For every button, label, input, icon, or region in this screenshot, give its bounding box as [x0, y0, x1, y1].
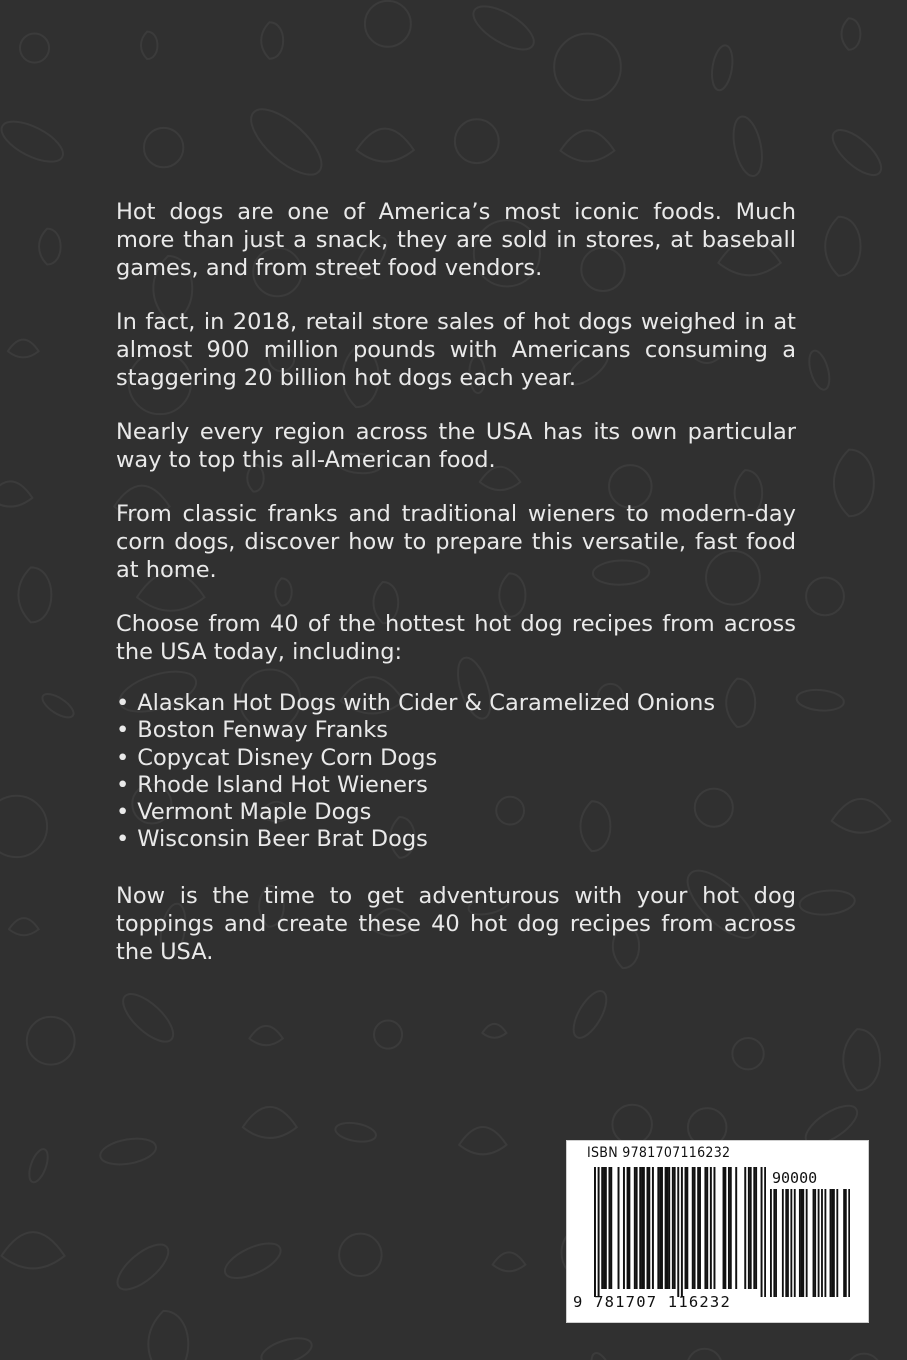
doodle-shape: [846, 1354, 881, 1360]
barcode-bar: [706, 1167, 708, 1289]
price-addon-bar: [843, 1189, 845, 1297]
barcode-bar: [634, 1167, 636, 1289]
price-addon-bar: [830, 1189, 832, 1297]
price-addon-bar: [814, 1189, 816, 1297]
doodle-shape: [358, 1355, 420, 1360]
doodle-shape: [834, 450, 874, 517]
price-addon-bar: [801, 1189, 803, 1297]
doodle-shape: [729, 114, 767, 179]
doodle-shape: [241, 98, 332, 185]
doodle-shape: [116, 986, 181, 1049]
paragraph-choose: Choose from 40 of the hottest hot dog recipes from across the USA today, including:: [116, 611, 796, 665]
barcode-bar: [594, 1167, 596, 1297]
doodle-shape: [842, 18, 861, 49]
recipe-list-item: • Vermont Maple Dogs: [116, 799, 796, 826]
doodle-shape: [258, 1333, 314, 1360]
doodle-shape: [825, 217, 860, 276]
doodle-shape: [39, 690, 77, 722]
doodle-shape: [806, 577, 844, 615]
barcode-bar: [623, 1167, 625, 1289]
barcode-bar: [648, 1167, 650, 1289]
price-addon-bar: [821, 1189, 823, 1297]
doodle-shape: [455, 119, 499, 163]
doodle-shape: [709, 44, 735, 92]
paragraph-regions: Nearly every region across the USA has its own particular way to top this all-American food.: [116, 419, 796, 473]
doodle-shape: [365, 1, 411, 47]
barcode-bar: [697, 1167, 699, 1289]
barcode-bar: [605, 1167, 607, 1289]
doodle-shape: [356, 129, 413, 162]
barcode-bar: [647, 1167, 649, 1289]
doodle-shape: [20, 33, 49, 62]
barcode-bar: [677, 1167, 679, 1297]
doodle-shape: [27, 1017, 75, 1065]
paragraph-sales: In fact, in 2018, retail store sales of hot dogs weighed in at almost 900 million pounds with Americans consuming a staggering 20 billion hot dogs each year.: [116, 309, 796, 391]
barcode-bar: [666, 1167, 668, 1289]
doodle-shape: [826, 123, 888, 183]
barcode-bar: [744, 1167, 746, 1289]
barcode-bar: [628, 1167, 630, 1289]
barcode-bar: [694, 1167, 696, 1289]
price-addon-bar: [773, 1189, 775, 1297]
barcode-bar: [764, 1167, 766, 1297]
doodle-shape: [0, 796, 47, 857]
price-addon-bar: [831, 1189, 833, 1297]
barcode-bar: [713, 1167, 715, 1289]
paragraph-intro: Hot dogs are one of America’s most iconic foods. Much more than just a snack, they are sold in stores, at baseball games, and from street food vendors.: [116, 199, 796, 281]
price-addon-bar: [845, 1189, 847, 1297]
barcode-bar: [627, 1167, 629, 1289]
barcode-bar: [753, 1167, 755, 1289]
recipe-list-item: • Boston Fenway Franks: [116, 717, 796, 744]
barcode-bar: [661, 1167, 663, 1289]
doodle-shape: [148, 1311, 188, 1360]
doodle-shape: [334, 1120, 378, 1144]
paragraph-styles: From classic franks and traditional wieners to modern-day corn dogs, discover how to prepare this versatile, fast food at home.: [116, 501, 796, 583]
doodle-shape: [243, 1107, 297, 1138]
barcode-bar: [674, 1167, 676, 1289]
doodle-shape: [39, 229, 61, 265]
price-addon-bar: [818, 1189, 820, 1297]
barcode-bar: [748, 1167, 750, 1289]
barcode-bar: [685, 1167, 687, 1289]
barcode-bar: [728, 1167, 730, 1289]
recipe-list: [116, 690, 796, 854]
barcode-bar: [641, 1167, 643, 1289]
barcode-bar: [692, 1167, 694, 1289]
price-addon-bar: [787, 1189, 789, 1297]
price-addon-bar: [833, 1189, 835, 1297]
doodle-shape: [261, 22, 283, 59]
paragraph-closing: Now is the time to get adventurous with your hot dog toppings and create these 40 hot dog recipes from across the USA.: [116, 882, 796, 965]
barcode-bar: [710, 1167, 712, 1289]
recipe-list-item: • Alaskan Hot Dogs with Cider & Caramelized Onions: [116, 690, 796, 717]
price-addon-bar: [785, 1189, 787, 1297]
doodle-shape: [567, 986, 613, 1043]
doodle-shape: [587, 1350, 617, 1360]
barcode-bar: [639, 1167, 641, 1289]
doodle-shape: [467, 0, 540, 58]
doodle-shape: [732, 1038, 763, 1069]
barcode-bar: [657, 1167, 659, 1289]
barcode-bar: [643, 1167, 645, 1289]
barcode-bar: [686, 1167, 688, 1289]
ean-barcode-bars: [594, 1167, 766, 1297]
barcode-bar: [681, 1167, 683, 1297]
price-addon-bar: [770, 1189, 772, 1297]
doodle-shape: [493, 1252, 526, 1271]
doodle-shape: [687, 1349, 722, 1360]
doodle-shape: [8, 340, 39, 358]
barcode-bar: [665, 1167, 667, 1289]
recipe-list-item: • Wisconsin Beer Brat Dogs: [116, 826, 796, 853]
price-addon-bar: [794, 1189, 796, 1297]
price-addon-bar: [799, 1189, 801, 1297]
barcode-bar: [699, 1167, 701, 1289]
price-addon-bar: [790, 1189, 792, 1297]
doodle-shape: [0, 481, 32, 506]
doodle-shape: [805, 348, 833, 392]
price-addon-bar: [802, 1189, 804, 1297]
price-addon-bar: [806, 1189, 808, 1297]
recipe-list-item: • Copycat Disney Corn Dogs: [116, 745, 796, 772]
barcode-bar: [735, 1167, 737, 1289]
doodle-shape: [249, 1026, 282, 1045]
doodle-shape: [799, 888, 856, 916]
price-addon-bar: [813, 1189, 815, 1297]
price-addon-bar: [848, 1189, 850, 1297]
price-addon-bars: [770, 1189, 850, 1297]
doodle-shape: [843, 1029, 880, 1090]
barcode-bar: [636, 1167, 638, 1289]
doodle-shape: [796, 688, 845, 712]
doodle-shape: [110, 1237, 175, 1297]
doodle-shape: [832, 799, 891, 833]
doodle-shape: [98, 1135, 158, 1169]
barcode-bar: [618, 1167, 620, 1289]
doodle-shape: [0, 114, 69, 170]
doodle-shape: [459, 1127, 506, 1154]
doodle-shape: [141, 32, 157, 59]
barcode-bar: [723, 1167, 725, 1289]
barcode-bar: [755, 1167, 757, 1289]
barcode-bar: [704, 1167, 706, 1289]
isbn-barcode: [566, 1140, 869, 1323]
price-addon-bar: [775, 1189, 777, 1297]
isbn-label: ISBN 9781707116232: [587, 1145, 731, 1161]
barcode-bar: [668, 1167, 670, 1289]
barcode-bar: [730, 1167, 732, 1289]
doodle-shape: [144, 128, 183, 167]
doodle-shape: [18, 567, 51, 622]
recipe-list-item: • Rhode Island Hot Wieners: [116, 772, 796, 799]
doodle-shape: [612, 1105, 652, 1145]
barcode-bar: [652, 1167, 654, 1289]
doodle-shape: [482, 1024, 506, 1038]
barcode-bar: [724, 1167, 726, 1289]
doodle-shape: [220, 1236, 285, 1285]
price-addon-bar: [824, 1189, 826, 1297]
barcode-bar: [610, 1167, 612, 1289]
barcode-bar: [761, 1167, 763, 1297]
doodle-shape: [26, 1147, 52, 1185]
barcode-bar: [603, 1167, 605, 1289]
barcode-bar: [601, 1167, 603, 1289]
barcode-bar: [598, 1167, 600, 1297]
description-text: [116, 198, 796, 992]
price-code: 90000: [772, 1169, 818, 1187]
barcode-digits: 9 781707 116232: [573, 1293, 731, 1311]
doodle-shape: [374, 1021, 402, 1049]
barcode-bar: [608, 1167, 610, 1289]
price-addon-bar: [836, 1189, 838, 1297]
barcode-bar: [750, 1167, 752, 1289]
price-addon-bar: [782, 1189, 784, 1297]
doodle-shape: [9, 918, 39, 935]
barcode-bar: [672, 1167, 674, 1289]
barcode-bar: [659, 1167, 661, 1289]
doodle-shape: [1, 1232, 64, 1268]
doodle-shape: [560, 130, 614, 161]
doodle-shape: [339, 1234, 381, 1276]
doodle-shape: [554, 34, 621, 101]
